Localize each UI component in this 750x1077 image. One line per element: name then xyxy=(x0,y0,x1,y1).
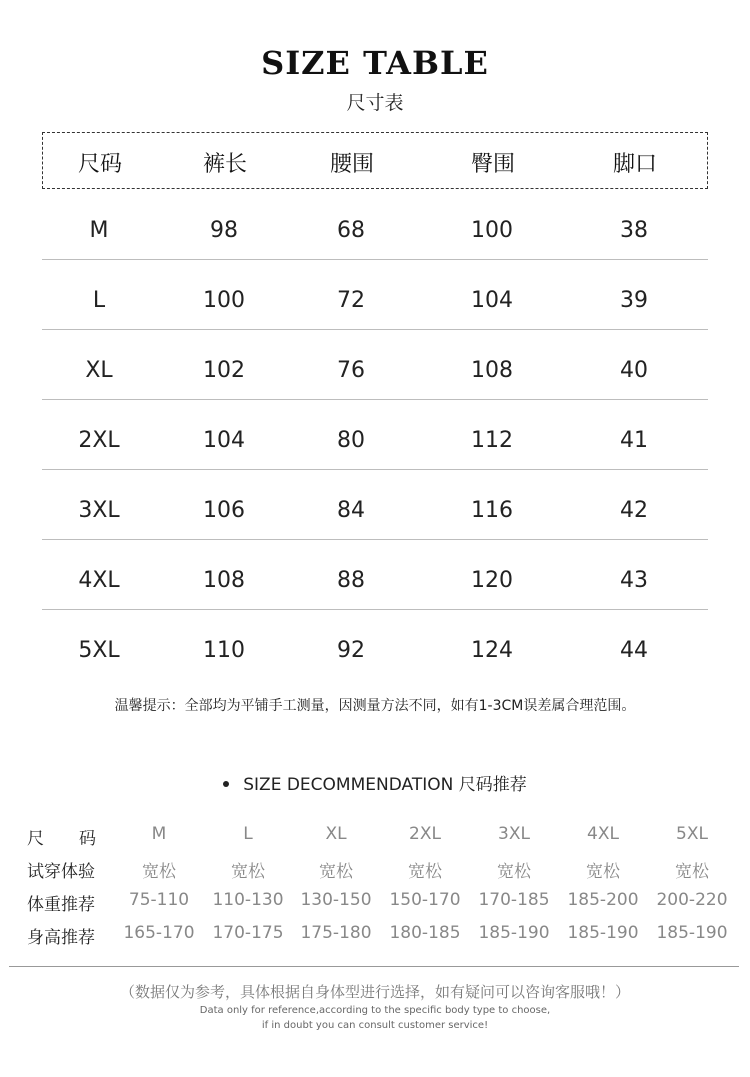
table-row xyxy=(0,198,750,268)
recommendation-cell: 宽松 xyxy=(586,862,620,882)
recommendation-cell: 宽松 xyxy=(142,862,176,882)
recommendation-cell: 130-150 xyxy=(300,890,372,910)
table-cell: 38 xyxy=(620,218,648,243)
recommendation-cell: 宽松 xyxy=(675,862,709,882)
table-row xyxy=(0,268,750,338)
table-cell: 40 xyxy=(620,358,648,383)
table-cell: 98 xyxy=(210,218,238,243)
header-hip: 臀围 xyxy=(470,152,516,177)
recommendation-cell: 宽松 xyxy=(497,862,531,882)
table-cell: 102 xyxy=(203,358,245,383)
table-cell: 92 xyxy=(337,638,365,663)
recommendation-cell: 2XL xyxy=(409,824,441,844)
table-cell: 112 xyxy=(471,428,513,453)
table-cell: 120 xyxy=(471,568,513,593)
fine-print-line-1: Data only for reference,according to the specific body type to choose, xyxy=(199,1005,551,1016)
table-cell: 108 xyxy=(203,568,245,593)
table-cell: M xyxy=(89,218,109,243)
row-divider xyxy=(42,539,708,540)
table-cell: 108 xyxy=(471,358,513,383)
table-cell: 68 xyxy=(337,218,365,243)
row-label-part: 码 xyxy=(79,829,96,849)
recommendation-cell: 170-185 xyxy=(478,890,550,910)
table-cell: 106 xyxy=(203,498,245,523)
table-row xyxy=(0,478,750,548)
table-cell: 110 xyxy=(203,638,245,663)
table-cell: 44 xyxy=(620,638,648,663)
recommendation-cell: 4XL xyxy=(587,824,619,844)
divider xyxy=(9,966,739,967)
table-row xyxy=(0,618,750,688)
header-length: 裤长 xyxy=(202,152,248,177)
row-divider xyxy=(42,469,708,470)
table-cell: 100 xyxy=(471,218,513,243)
table-cell: 104 xyxy=(203,428,245,453)
table-cell: 5XL xyxy=(78,638,120,663)
recommendation-cell: 宽松 xyxy=(408,862,442,882)
table-cell: 100 xyxy=(203,288,245,313)
table-cell: 42 xyxy=(620,498,648,523)
row-label-part: 尺 xyxy=(27,829,44,849)
table-cell: 80 xyxy=(337,428,365,453)
row-label: 身高推荐 xyxy=(27,928,95,948)
row-divider xyxy=(42,609,708,610)
table-cell: 84 xyxy=(337,498,365,523)
table-row xyxy=(0,408,750,478)
table-cell: 43 xyxy=(620,568,648,593)
recommendation-cell: 180-185 xyxy=(389,923,461,943)
recommendation-cell: 170-175 xyxy=(212,923,284,943)
table-cell: 4XL xyxy=(78,568,120,593)
page-title: SIZE TABLE xyxy=(261,44,489,82)
recommendation-cell: 185-190 xyxy=(567,923,639,943)
table-cell: 39 xyxy=(620,288,648,313)
recommendation-cell: M xyxy=(151,824,167,844)
recommendation-cell: 165-170 xyxy=(123,923,195,943)
bullet-icon xyxy=(223,781,229,787)
header-size: 尺码 xyxy=(77,152,123,177)
recommendation-cell: XL xyxy=(325,824,347,844)
recommendation-cell: 5XL xyxy=(676,824,708,844)
recommendation-row xyxy=(0,857,750,890)
recommendation-row xyxy=(0,923,750,956)
recommendation-cell: 185-200 xyxy=(567,890,639,910)
table-cell: 124 xyxy=(471,638,513,663)
size-table-header xyxy=(42,132,708,189)
header-hem: 脚口 xyxy=(612,152,658,177)
table-cell: 72 xyxy=(337,288,365,313)
table-cell: 76 xyxy=(337,358,365,383)
recommendation-row xyxy=(0,890,750,923)
fine-print-line-2: if in doubt you can consult customer service! xyxy=(261,1020,489,1031)
recommendation-cell: 3XL xyxy=(498,824,530,844)
row-divider xyxy=(42,329,708,330)
measurement-note: 温馨提示：全部均为平铺手工测量，因测量方法不同，如有1-3CM误差属合理范围。 xyxy=(114,698,636,714)
table-cell: 116 xyxy=(471,498,513,523)
page-subtitle: 尺寸表 xyxy=(346,92,404,114)
table-cell: 104 xyxy=(471,288,513,313)
recommendation-cell: 宽松 xyxy=(319,862,353,882)
recommendation-cell: L xyxy=(243,824,253,844)
row-label: 体重推荐 xyxy=(27,895,95,915)
table-cell: 3XL xyxy=(78,498,120,523)
table-cell: 2XL xyxy=(78,428,120,453)
table-cell: 88 xyxy=(337,568,365,593)
table-row xyxy=(0,338,750,408)
recommendation-cell: 75-110 xyxy=(128,890,190,910)
table-cell: L xyxy=(92,288,106,313)
header-waist: 腰围 xyxy=(329,152,375,177)
row-divider xyxy=(42,399,708,400)
recommendation-row xyxy=(0,824,750,857)
recommendation-title xyxy=(0,770,750,795)
disclaimer: （数据仅为参考，具体根据自身体型进行选择，如有疑问可以咨询客服哦！） xyxy=(119,983,630,1001)
recommendation-cell: 200-220 xyxy=(656,890,728,910)
recommendation-cell: 175-180 xyxy=(300,923,372,943)
table-cell: XL xyxy=(85,358,113,383)
row-divider xyxy=(42,259,708,260)
row-label: 试穿体验 xyxy=(27,862,95,882)
recommendation-cell: 宽松 xyxy=(231,862,265,882)
recommendation-title-text: SIZE DECOMMENDATION 尺码推荐 xyxy=(243,775,527,795)
recommendation-cell: 150-170 xyxy=(389,890,461,910)
table-row xyxy=(0,548,750,618)
recommendation-cell: 110-130 xyxy=(212,890,284,910)
recommendation-cell: 185-190 xyxy=(478,923,550,943)
recommendation-cell: 185-190 xyxy=(656,923,728,943)
table-cell: 41 xyxy=(620,428,648,453)
